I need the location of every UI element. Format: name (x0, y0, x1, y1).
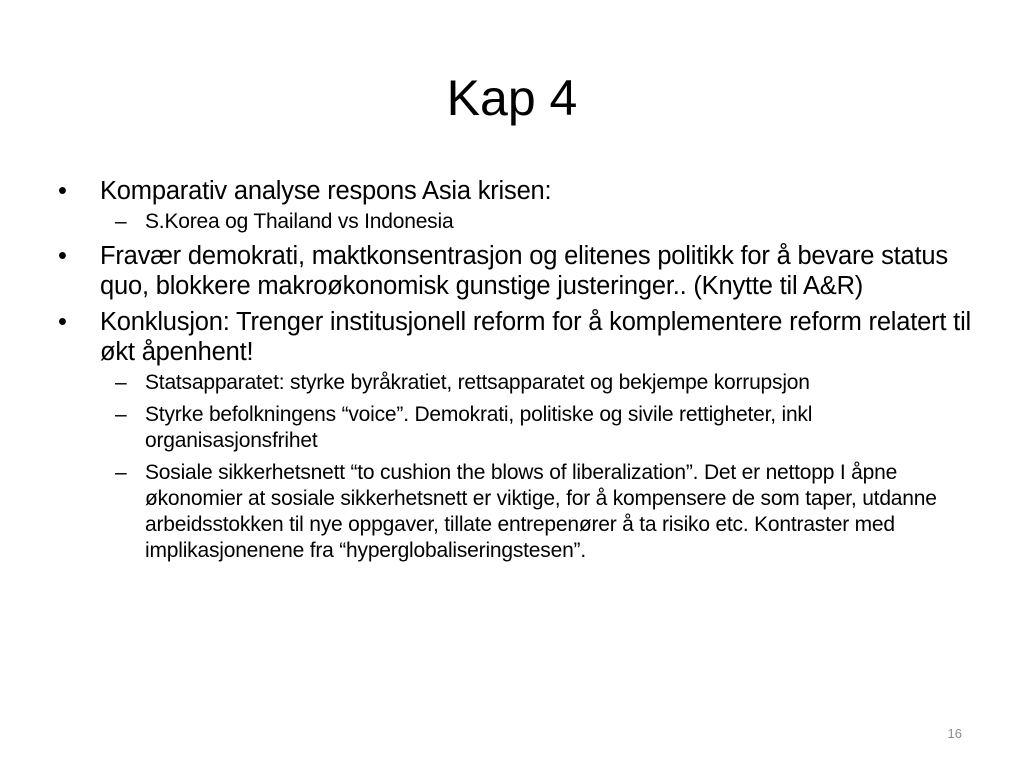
bullet-icon: • (58, 308, 67, 336)
dash-icon: – (115, 403, 127, 426)
page-number: 16 (947, 726, 962, 741)
sub-bullet-text: Styrke befolkningens “voice”. Demokrati, politiske og sivile rettigheter, inkl organisasjonsfrihet (145, 403, 813, 452)
dash-icon: – (115, 210, 127, 233)
sub-bullet-text: Statsapparatet: styrke byråkratiet, rettsapparatet og bekjempe korrupsjon (145, 371, 810, 394)
sub-bullet-text: S.Korea og Thailand vs Indonesia (145, 210, 454, 233)
sub-list (115, 370, 978, 564)
bullet-text: Komparativ analyse respons Asia krisen: (100, 177, 552, 205)
bullet-item (58, 241, 978, 301)
bullet-text: Konklusjon: Trenger institusjonell reform for å komplementere reform relatert til økt åpenhent! (100, 308, 971, 366)
sub-bullet-item (115, 460, 978, 564)
bullet-icon: • (58, 242, 67, 270)
bullet-icon: • (58, 177, 67, 205)
sub-bullet-item (115, 209, 978, 235)
sub-bullet-item (115, 370, 978, 396)
slide-title: Kap 4 (446, 70, 578, 126)
slide-body (58, 176, 978, 570)
sub-list (115, 209, 978, 235)
dash-icon: – (115, 461, 127, 484)
bullet-item (58, 307, 978, 367)
bullet-text: Fravær demokrati, maktkonsentrasjon og elitenes politikk for å bevare status quo, blokkere makroøkonomisk gunstige justeringer.. (Knytte til A&R) (100, 242, 948, 300)
sub-bullet-text: Sosiale sikkerhetsnett “to cushion the blows of liberalization”. Det er nettopp I åpne økonomier at sosiale sikkerhetsnett er viktige, for å kompensere de som taper, utdanne arbeidsstokken til nye oppgaver, tillate entrepenører å ta risiko etc. Kontraster med implikasjonenene fra “hyperglobaliseringstesen”. (145, 461, 937, 562)
sub-bullet-item (115, 402, 978, 454)
dash-icon: – (115, 371, 127, 394)
bullet-item (58, 176, 978, 206)
